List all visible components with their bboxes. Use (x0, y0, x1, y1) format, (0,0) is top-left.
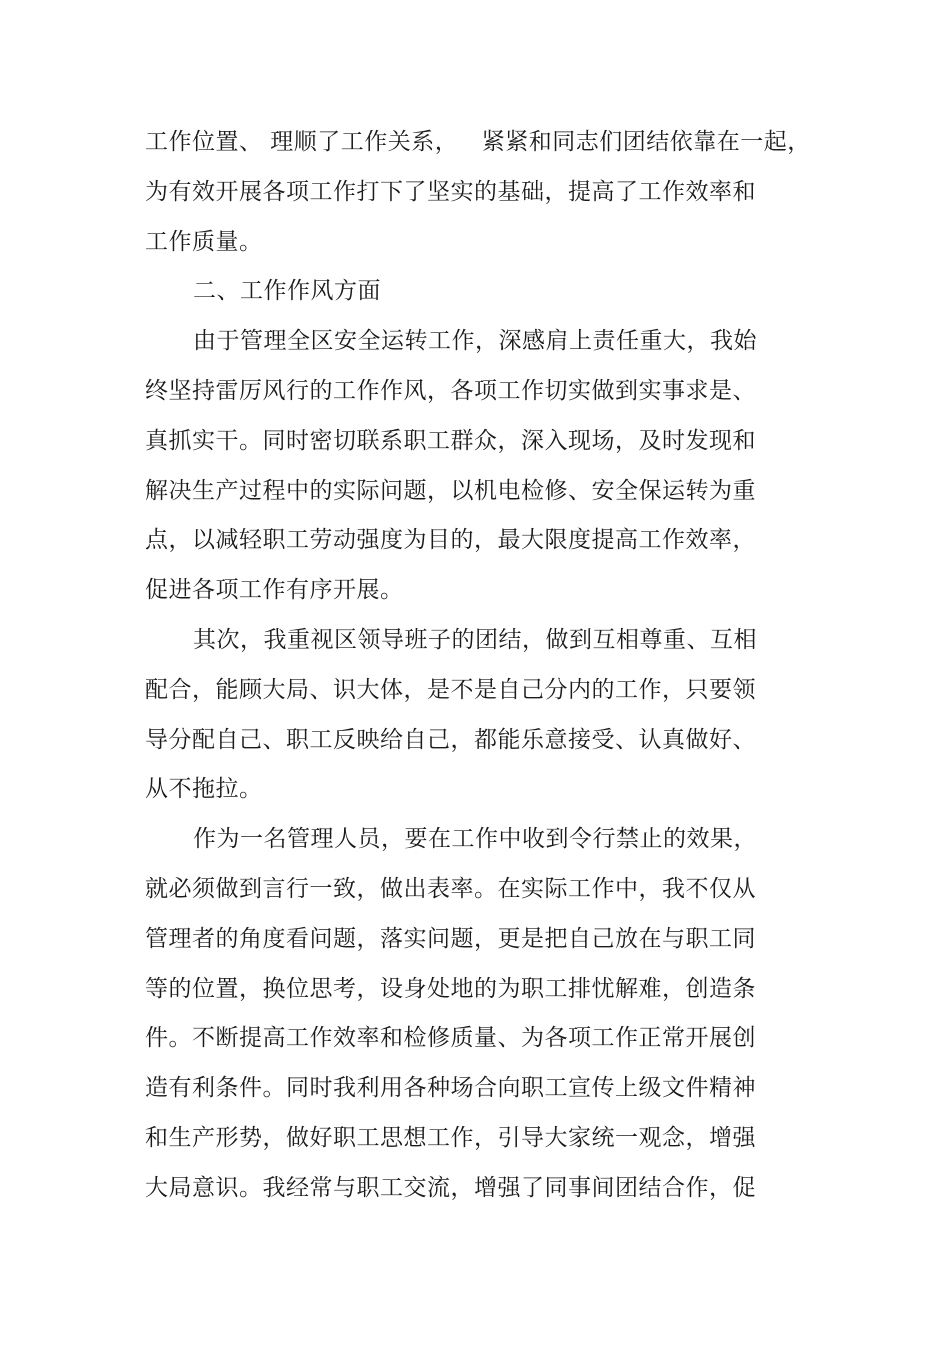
text-line: 件。不断提高工作效率和检修质量、为各项工作正常开展创 (145, 1025, 756, 1052)
text-line: 真抓实干。同时密切联系职工群众，深入现场，及时发现和 (145, 427, 756, 454)
document-body (145, 118, 811, 1214)
text-line: 就必须做到言行一致，做出表率。在实际工作中，我不仅从 (145, 875, 756, 902)
text-line: 解决生产过程中的实际问题，以机电检修、安全保运转为重 (145, 477, 756, 504)
text-line: 管理者的角度看问题，落实问题，更是把自己放在与职工同 (145, 925, 756, 952)
text-line: 造有利条件。同时我利用各种场合向职工宣传上级文件精神 (145, 1075, 756, 1102)
text-line: 促进各项工作有序开展。 (145, 577, 404, 604)
text-line: 终坚持雷厉风行的工作作风，各项工作切实做到实事求是、 (145, 377, 756, 404)
text-line: 导分配自己、职工反映给自己，都能乐意接受、认真做好、 (145, 726, 756, 753)
paragraph-start-line: 作为一名管理人员，要在工作中收到令行禁止的效果， (193, 826, 757, 853)
paragraph-start-line: 其次，我重视区领导班子的团结，做到互相尊重、互相 (193, 626, 757, 653)
text-line: 和生产形势，做好职工思想工作，引导大家统一观念，增强 (145, 1124, 756, 1151)
text-line: 配合，能顾大局、识大体，是不是自己分内的工作，只要领 (145, 676, 756, 703)
text-line: 大局意识。我经常与职工交流，增强了同事间团结合作，促 (145, 1174, 756, 1201)
text-line: 工作质量。 (145, 228, 263, 255)
text-line: 点，以减轻职工劳动强度为目的，最大限度提高工作效率， (145, 527, 756, 554)
text-line: 为有效开展各项工作打下了坚实的基础，提高了工作效率和 (145, 178, 756, 205)
section-heading: 二、工作作风方面 (193, 278, 381, 305)
text-line: 从不拖拉。 (145, 776, 263, 803)
text-line: 工作位置、 理顺了工作关系， 紧紧和同志们团结依靠在一起， (145, 129, 811, 155)
paragraph-start-line: 由于管理全区安全运转工作，深感肩上责任重大，我始 (193, 328, 757, 355)
text-line: 等的位置，换位思考，设身处地的为职工排忧解难，创造条 (145, 975, 756, 1002)
